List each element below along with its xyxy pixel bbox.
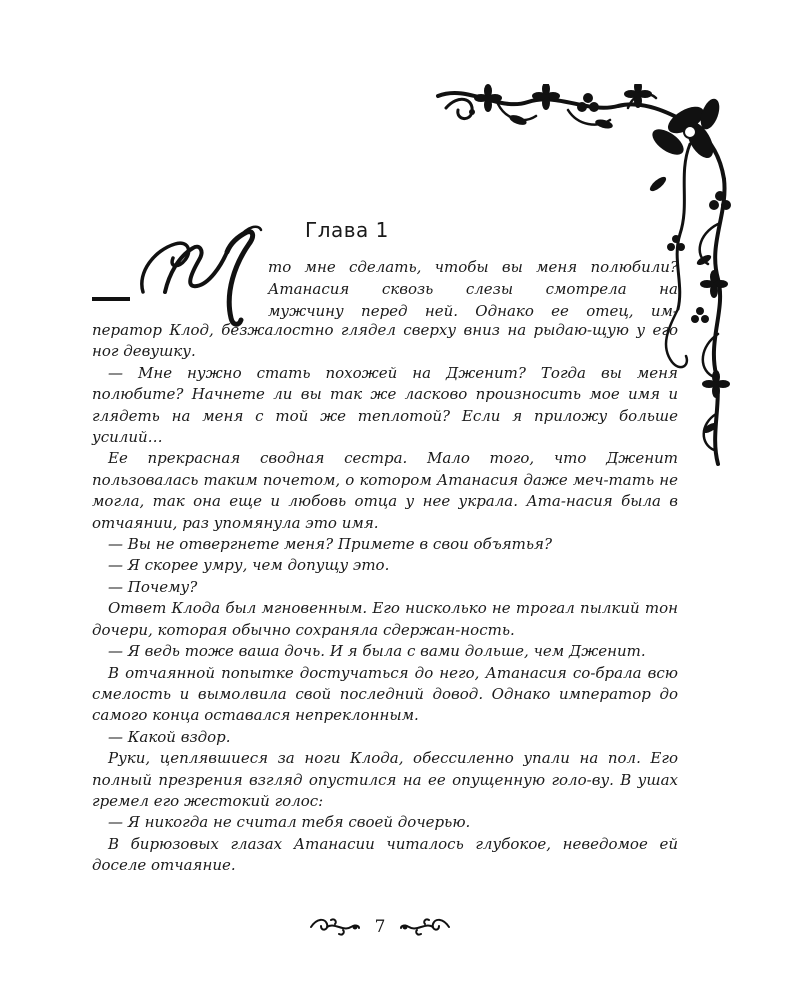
opening-line: мужчину перед ней. Однако ее отец, им- (268, 302, 678, 320)
paragraph: — Я скорее умру, чем допущу это. (108, 556, 390, 575)
chapter-title: Глава 1 (305, 218, 389, 242)
paragraph: — Какой вздор. (108, 727, 231, 746)
paragraph: — Вы не отвергнете меня? Примете в свои объятья? (108, 535, 553, 554)
dropcap-dash (92, 297, 130, 301)
dropcap-letter (135, 222, 275, 330)
paragraph: В бирюзовых глазах Атанасии читалось глубокое, неведомое ей доселе отчаяние. (92, 834, 678, 875)
paragraph: Ответ Клода был мгновенным. Его нисколько не трогал пылкий тон дочери, которая обычно сохраняла сдержан-ность. (92, 599, 678, 639)
paragraph: — Я ведь тоже ваша дочь. И я была с вами дольше, чем Дженит. (108, 642, 646, 661)
paragraph: Ее прекрасная сводная сестра. Мало того, что Дженит пользовалась таким почетом, о котором Атанасия даже меч-тать не могла, так она еще и любовь отца у нее украла. Ата-насия была в отчаянии, раз упомянула это имя. (92, 449, 678, 532)
opening-line: то мне сделать, чтобы вы меня полюбили? (268, 258, 678, 276)
paragraph: Руки, цеплявшиеся за ноги Клода, обессиленно упали на пол. Его полный презрения взгляд опустился на ее опущенную голо-ву. В ушах гремел его жестокий голос: (92, 749, 678, 810)
paragraph: В отчаянной попытке достучаться до него, Атанасия со-брала всю смелость и вымолвила свой последний довод. Однако император до самого конца оставался непреклонным. (92, 663, 678, 725)
paragraph: — Я никогда не считал тебя своей дочерью. (108, 813, 471, 832)
paragraph: — Почему? (108, 577, 198, 596)
opening-lines (268, 256, 678, 322)
page-footer (300, 912, 460, 942)
left-flourish-icon (309, 916, 361, 938)
page-number: 7 (374, 917, 386, 937)
opening-line: Атанасия сквозь слезы смотрела на (268, 280, 678, 298)
chapter-body (92, 320, 678, 877)
right-flourish-icon (399, 916, 451, 938)
paragraph: ператор Клод, безжалостно глядел сверху вниз на рыдаю-щую у его ног девушку. (92, 321, 678, 361)
paragraph: — Мне нужно стать похожей на Дженит? Тогда вы меня полюбите? Начнете ли вы так же ласково произносить мое имя и глядеть на меня с той же теплотой? Если я приложу больше усилий… (92, 363, 678, 447)
